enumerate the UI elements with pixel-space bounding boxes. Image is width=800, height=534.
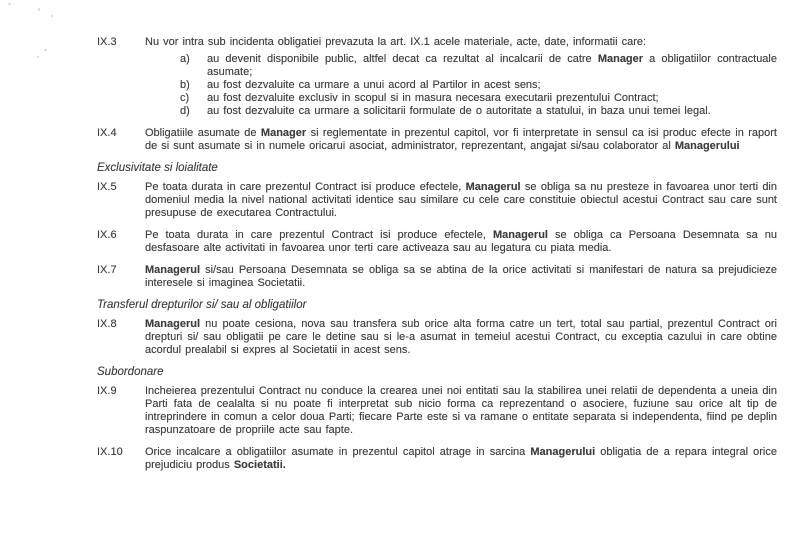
clause-text xyxy=(145,181,777,220)
clause-body xyxy=(145,127,777,153)
emphasized-term: Managerul xyxy=(465,181,521,193)
clause-text xyxy=(145,446,777,472)
text-run: Obligatiile asumate de xyxy=(145,127,261,139)
text-run: si reglementate in prezentul capitol, vor fi interpretate in sensul ca isi produc efecte in raport de si sunt asumate si in numele oricarui asociat, administrator, reprezentant, angajat si/sau colaborator al xyxy=(145,127,777,152)
subitem-a xyxy=(180,53,777,79)
clause-ix-10 xyxy=(97,446,777,472)
scan-artifact xyxy=(38,8,40,11)
section-heading: Subordonare xyxy=(97,366,164,378)
clause-ix-6 xyxy=(97,229,777,255)
clause-number: IX.7 xyxy=(97,264,117,276)
clause-number: IX.6 xyxy=(97,229,117,241)
text-run: si/sau Persoana Desemnata se obliga sa se abtina de la orice activitati si manifestari de natura sa prejudicieze interesele si imaginea Societatii. xyxy=(145,264,777,289)
clause-text xyxy=(145,36,777,49)
text-run: au devenit disponibile public, altfel decat ca rezultat al incalcarii de catre xyxy=(207,53,598,65)
clause-number: IX.10 xyxy=(97,446,123,458)
emphasized-term: Managerului xyxy=(674,140,740,152)
text-run: au fost dezvaluite ca urmare a solicitarii formulate de o autoritate a statului, in baza unui temei legal. xyxy=(207,105,711,117)
subitem-letter: a) xyxy=(180,53,190,65)
clause-number: IX.4 xyxy=(97,127,117,139)
subitem-b xyxy=(180,79,777,92)
clause-body xyxy=(145,385,777,437)
text-run: nu poate cesiona, nova sau transfera sub orice alta forma catre un tert, total sau partial, prezentul Contract ori drepturi si/ sau obligatii pe care le detine sau si le-a asumat in temeiul acestui Contract, cu exceptia cazului in care obtine acordul prealabil si expres al Societatii in acest sens. xyxy=(145,318,777,356)
text-run: Incheierea prezentului Contract nu conduce la crearea unei noi entitati sau la stabilirea unei relatii de dependenta a uneia din Parti fata de cealalta si nu poate fi interpretat sub nicio forma ca reprezentand o asociere, fuziune sau orice alt tip de intreprindere in comun a celor doua Parti; fiecare Parte este si va ramane o entitate separata si independenta, fiind pe deplin raspunzatoare de propriile acte sau fapte. xyxy=(145,385,777,436)
subitem-text xyxy=(207,79,541,92)
subitem-c xyxy=(180,92,777,105)
clause-body xyxy=(145,181,777,220)
emphasized-term: Managerul xyxy=(145,264,201,276)
clause-subitem-list xyxy=(145,53,777,118)
contract-body xyxy=(97,36,777,481)
clause-body xyxy=(145,229,777,255)
text-run: se obliga ca Persoana Desemnata sa nu desfasoare alte activitati in favoarea unor terti care activeaza sau au legatura cu piata media. xyxy=(145,229,777,254)
subitem-text xyxy=(207,92,659,105)
subitem-letter: c) xyxy=(180,92,190,104)
clause-number: IX.3 xyxy=(97,36,117,48)
emphasized-term: Managerul xyxy=(492,229,548,241)
clause-number: IX.9 xyxy=(97,385,117,397)
subitem-text xyxy=(207,105,711,118)
clause-number: IX.8 xyxy=(97,318,117,330)
clause-text xyxy=(145,127,777,153)
clause-number: IX.5 xyxy=(97,181,117,193)
subitem-letter: b) xyxy=(180,79,190,91)
subitem-letter: d) xyxy=(180,105,190,117)
text-run: a obligatiilor contractuale asumate; xyxy=(207,53,777,78)
clause-ix-3 xyxy=(97,36,777,118)
emphasized-term: Manager xyxy=(260,127,307,139)
clause-text xyxy=(145,385,777,437)
text-run: au fost dezvaluite exclusiv in scopul si in masura necesara executarii prezentului Contract; xyxy=(207,92,659,104)
clause-body xyxy=(145,36,777,118)
clause-ix-5 xyxy=(97,181,777,220)
clause-body xyxy=(145,264,777,290)
text-run: Pe toata durata in care prezentul Contract isi produce efectele, xyxy=(145,181,466,193)
text-run: Orice incalcare a obligatiilor asumate in prezentul capitol atrage in sarcina xyxy=(145,446,531,458)
emphasized-term: Societatii. xyxy=(233,459,286,471)
emphasized-term: Managerul xyxy=(145,318,201,330)
scan-artifact xyxy=(51,15,53,17)
emphasized-term: Manager xyxy=(597,53,644,65)
subitem-text xyxy=(207,53,777,79)
text-run: au fost dezvaluite ca urmare a unui acord al Partilor in acest sens; xyxy=(207,79,541,91)
clause-body xyxy=(145,446,777,472)
scan-artifact xyxy=(37,56,39,58)
clause-text xyxy=(145,318,777,357)
clause-text xyxy=(145,264,777,290)
scan-artifact xyxy=(8,3,12,6)
section-heading: Transferul drepturilor si/ sau al obligatiilor xyxy=(97,299,307,311)
text-run: Pe toata durata in care prezentul Contract isi produce efectele, xyxy=(145,229,493,241)
text-run: se obliga sa nu presteze in favoarea unor terti din domeniul media la nivel national activitati identice sau similare cu cele care constituie obiectul acestui Contract sau care sunt presupuse de executarea Contractului. xyxy=(145,181,777,219)
clause-ix-7 xyxy=(97,264,777,290)
clause-ix-4 xyxy=(97,127,777,153)
clause-body xyxy=(145,318,777,357)
text-run: Nu vor intra sub incidenta obligatiei prevazuta la art. IX.1 acele materiale, acte, date, informatii care: xyxy=(145,36,647,48)
section-heading: Exclusivitate si loialitate xyxy=(97,162,218,174)
scan-artifact xyxy=(44,49,47,51)
clause-ix-8 xyxy=(97,318,777,357)
clause-ix-9 xyxy=(97,385,777,437)
emphasized-term: Managerului xyxy=(530,446,596,458)
subitem-d xyxy=(180,105,777,118)
clause-text xyxy=(145,229,777,255)
text-run: obligatia de a repara integral orice prejudiciu produs xyxy=(145,446,777,471)
